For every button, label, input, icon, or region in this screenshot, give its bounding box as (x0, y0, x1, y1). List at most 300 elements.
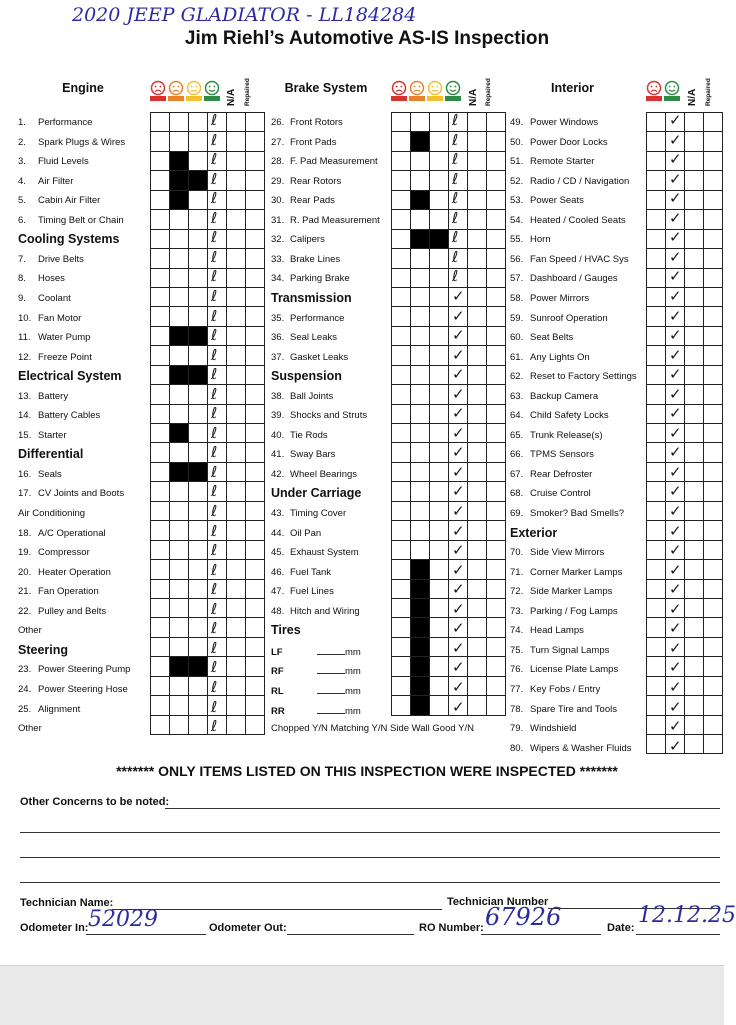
rating-cell[interactable] (647, 579, 666, 598)
rating-cell[interactable] (227, 482, 246, 501)
rating-cell[interactable] (392, 482, 411, 501)
rating-cell[interactable] (685, 715, 704, 734)
rating-cell[interactable] (647, 404, 666, 423)
rating-cell[interactable] (468, 598, 487, 617)
rating-cell[interactable] (704, 171, 723, 190)
rating-cell[interactable] (411, 210, 430, 229)
rating-cell[interactable] (246, 229, 265, 248)
rating-cell[interactable] (246, 598, 265, 617)
rating-cell[interactable] (647, 501, 666, 520)
rating-cell[interactable] (170, 462, 189, 481)
rating-cell[interactable] (487, 365, 506, 384)
rating-cell[interactable] (170, 268, 189, 287)
rating-cell[interactable] (151, 307, 170, 326)
tire-depth-field[interactable] (317, 704, 345, 714)
rating-cell[interactable] (170, 579, 189, 598)
rating-cell[interactable] (392, 676, 411, 695)
rating-cell[interactable] (411, 501, 430, 520)
rating-cell[interactable] (151, 696, 170, 715)
rating-cell[interactable] (685, 404, 704, 423)
rating-cell[interactable] (227, 113, 246, 132)
rating-cell[interactable] (246, 676, 265, 695)
rating-cell[interactable] (227, 346, 246, 365)
rating-cell[interactable] (170, 365, 189, 384)
rating-cell[interactable] (430, 579, 449, 598)
rating-cell[interactable] (392, 268, 411, 287)
rating-cell[interactable] (430, 657, 449, 676)
rating-cell[interactable] (468, 501, 487, 520)
rating-cell[interactable] (468, 424, 487, 443)
rating-cell[interactable] (430, 346, 449, 365)
rating-cell[interactable] (392, 462, 411, 481)
rating-cell[interactable] (487, 249, 506, 268)
rating-cell[interactable] (170, 326, 189, 345)
rating-cell[interactable] (392, 657, 411, 676)
rating-cell[interactable] (227, 579, 246, 598)
rating-cell[interactable] (430, 443, 449, 462)
rating-cell[interactable] (392, 696, 411, 715)
rating-cell[interactable] (170, 385, 189, 404)
rating-cell[interactable] (647, 637, 666, 656)
rating-cell[interactable] (189, 268, 208, 287)
rating-cell[interactable] (189, 326, 208, 345)
rating-cell[interactable] (468, 657, 487, 676)
rating-cell[interactable] (487, 190, 506, 209)
rating-cell[interactable] (430, 462, 449, 481)
rating-cell[interactable] (487, 579, 506, 598)
rating-cell[interactable] (227, 540, 246, 559)
rating-cell[interactable] (189, 210, 208, 229)
rating-cell[interactable] (411, 462, 430, 481)
rating-cell[interactable] (685, 637, 704, 656)
rating-cell[interactable] (685, 696, 704, 715)
rating-cell[interactable] (392, 618, 411, 637)
rating-cell[interactable] (392, 229, 411, 248)
rating-cell[interactable] (704, 579, 723, 598)
rating-cell[interactable] (647, 618, 666, 637)
rating-cell[interactable] (468, 482, 487, 501)
rating-cell[interactable] (685, 326, 704, 345)
rating-cell[interactable] (647, 598, 666, 617)
rating-cell[interactable] (468, 210, 487, 229)
rating-cell[interactable] (392, 171, 411, 190)
rating-cell[interactable] (487, 657, 506, 676)
rating-cell[interactable] (487, 171, 506, 190)
rating-cell[interactable] (685, 676, 704, 695)
rating-cell[interactable] (487, 287, 506, 306)
rating-cell[interactable] (392, 326, 411, 345)
rating-cell[interactable] (430, 171, 449, 190)
rating-cell[interactable] (246, 385, 265, 404)
concerns-line-1[interactable] (165, 808, 720, 809)
rating-cell[interactable] (487, 424, 506, 443)
rating-cell[interactable] (151, 326, 170, 345)
rating-cell[interactable] (246, 579, 265, 598)
rating-cell[interactable] (170, 482, 189, 501)
rating-cell[interactable] (430, 501, 449, 520)
rating-cell[interactable] (647, 676, 666, 695)
rating-cell[interactable] (151, 404, 170, 423)
rating-cell[interactable] (189, 443, 208, 462)
rating-cell[interactable] (685, 424, 704, 443)
rating-cell[interactable] (246, 326, 265, 345)
rating-cell[interactable] (430, 190, 449, 209)
rating-cell[interactable] (468, 132, 487, 151)
rating-cell[interactable] (189, 404, 208, 423)
rating-cell[interactable] (170, 424, 189, 443)
rating-cell[interactable] (411, 249, 430, 268)
rating-cell[interactable] (411, 268, 430, 287)
rating-cell[interactable] (227, 676, 246, 695)
rating-cell[interactable] (704, 210, 723, 229)
rating-cell[interactable] (227, 657, 246, 676)
rating-cell[interactable] (411, 365, 430, 384)
rating-cell[interactable] (151, 190, 170, 209)
rating-cell[interactable] (487, 268, 506, 287)
rating-cell[interactable] (227, 229, 246, 248)
rating-cell[interactable] (151, 443, 170, 462)
rating-cell[interactable] (151, 287, 170, 306)
rating-cell[interactable] (685, 268, 704, 287)
rating-cell[interactable] (704, 560, 723, 579)
rating-cell[interactable] (411, 346, 430, 365)
rating-cell[interactable] (685, 462, 704, 481)
rating-cell[interactable] (487, 385, 506, 404)
rating-cell[interactable] (411, 326, 430, 345)
rating-cell[interactable] (430, 132, 449, 151)
rating-cell[interactable] (189, 579, 208, 598)
rating-cell[interactable] (647, 521, 666, 540)
rating-cell[interactable] (647, 229, 666, 248)
rating-cell[interactable] (227, 521, 246, 540)
rating-cell[interactable] (685, 579, 704, 598)
tire-depth-field[interactable] (317, 664, 345, 674)
rating-cell[interactable] (468, 443, 487, 462)
rating-cell[interactable] (392, 385, 411, 404)
rating-cell[interactable] (189, 385, 208, 404)
rating-cell[interactable] (246, 462, 265, 481)
rating-cell[interactable] (392, 501, 411, 520)
rating-cell[interactable] (647, 210, 666, 229)
rating-cell[interactable] (151, 637, 170, 656)
rating-cell[interactable] (430, 229, 449, 248)
rating-cell[interactable] (227, 365, 246, 384)
rating-cell[interactable] (189, 346, 208, 365)
rating-cell[interactable] (487, 229, 506, 248)
rating-cell[interactable] (468, 462, 487, 481)
rating-cell[interactable] (227, 618, 246, 637)
rating-cell[interactable] (487, 210, 506, 229)
rating-cell[interactable] (227, 404, 246, 423)
rating-cell[interactable] (151, 618, 170, 637)
rating-cell[interactable] (170, 657, 189, 676)
rating-cell[interactable] (704, 113, 723, 132)
rating-cell[interactable] (392, 210, 411, 229)
rating-cell[interactable] (170, 132, 189, 151)
rating-cell[interactable] (227, 443, 246, 462)
rating-cell[interactable] (227, 385, 246, 404)
rating-cell[interactable] (430, 365, 449, 384)
rating-cell[interactable] (704, 326, 723, 345)
rating-cell[interactable] (227, 696, 246, 715)
rating-cell[interactable] (151, 385, 170, 404)
rating-cell[interactable] (685, 171, 704, 190)
rating-cell[interactable] (170, 618, 189, 637)
rating-cell[interactable] (685, 229, 704, 248)
rating-cell[interactable] (704, 462, 723, 481)
rating-cell[interactable] (704, 482, 723, 501)
rating-cell[interactable] (468, 113, 487, 132)
rating-cell[interactable] (411, 307, 430, 326)
rating-cell[interactable] (685, 287, 704, 306)
rating-cell[interactable] (170, 715, 189, 734)
rating-cell[interactable] (151, 346, 170, 365)
rating-cell[interactable] (704, 443, 723, 462)
rating-cell[interactable] (151, 229, 170, 248)
rating-cell[interactable] (151, 598, 170, 617)
rating-cell[interactable] (468, 365, 487, 384)
rating-cell[interactable] (246, 521, 265, 540)
rating-cell[interactable] (189, 618, 208, 637)
rating-cell[interactable] (170, 171, 189, 190)
rating-cell[interactable] (227, 210, 246, 229)
rating-cell[interactable] (487, 637, 506, 656)
rating-cell[interactable] (430, 307, 449, 326)
rating-cell[interactable] (468, 696, 487, 715)
rating-cell[interactable] (170, 501, 189, 520)
rating-cell[interactable] (487, 482, 506, 501)
rating-cell[interactable] (647, 171, 666, 190)
rating-cell[interactable] (647, 715, 666, 734)
rating-cell[interactable] (468, 385, 487, 404)
rating-cell[interactable] (647, 424, 666, 443)
rating-cell[interactable] (170, 151, 189, 170)
rating-cell[interactable] (487, 501, 506, 520)
rating-cell[interactable] (411, 190, 430, 209)
rating-cell[interactable] (685, 307, 704, 326)
rating-cell[interactable] (704, 268, 723, 287)
tire-depth-field[interactable] (317, 684, 345, 694)
rating-cell[interactable] (170, 676, 189, 695)
rating-cell[interactable] (704, 676, 723, 695)
rating-cell[interactable] (189, 560, 208, 579)
rating-cell[interactable] (685, 210, 704, 229)
rating-cell[interactable] (411, 424, 430, 443)
rating-cell[interactable] (189, 482, 208, 501)
rating-cell[interactable] (189, 171, 208, 190)
rating-cell[interactable] (151, 715, 170, 734)
rating-cell[interactable] (487, 113, 506, 132)
rating-cell[interactable] (468, 676, 487, 695)
rating-cell[interactable] (189, 657, 208, 676)
rating-cell[interactable] (487, 560, 506, 579)
rating-cell[interactable] (487, 346, 506, 365)
rating-cell[interactable] (430, 326, 449, 345)
rating-cell[interactable] (227, 171, 246, 190)
rating-cell[interactable] (246, 424, 265, 443)
rating-cell[interactable] (227, 151, 246, 170)
concerns-line-2[interactable] (20, 832, 720, 833)
rating-cell[interactable] (151, 171, 170, 190)
rating-cell[interactable] (392, 404, 411, 423)
rating-cell[interactable] (227, 715, 246, 734)
rating-cell[interactable] (411, 482, 430, 501)
rating-cell[interactable] (227, 287, 246, 306)
rating-cell[interactable] (411, 385, 430, 404)
rating-cell[interactable] (170, 696, 189, 715)
rating-cell[interactable] (704, 385, 723, 404)
rating-cell[interactable] (704, 151, 723, 170)
rating-cell[interactable] (411, 540, 430, 559)
rating-cell[interactable] (411, 560, 430, 579)
rating-cell[interactable] (411, 696, 430, 715)
rating-cell[interactable] (704, 598, 723, 617)
rating-cell[interactable] (170, 540, 189, 559)
rating-cell[interactable] (468, 540, 487, 559)
rating-cell[interactable] (189, 598, 208, 617)
rating-cell[interactable] (246, 540, 265, 559)
rating-cell[interactable] (246, 287, 265, 306)
concerns-line-3[interactable] (20, 857, 720, 858)
rating-cell[interactable] (430, 482, 449, 501)
rating-cell[interactable] (704, 229, 723, 248)
rating-cell[interactable] (411, 229, 430, 248)
rating-cell[interactable] (468, 560, 487, 579)
rating-cell[interactable] (151, 424, 170, 443)
rating-cell[interactable] (468, 249, 487, 268)
rating-cell[interactable] (246, 696, 265, 715)
rating-cell[interactable] (487, 404, 506, 423)
rating-cell[interactable] (170, 229, 189, 248)
rating-cell[interactable] (647, 540, 666, 559)
rating-cell[interactable] (704, 190, 723, 209)
date-field[interactable] (636, 934, 720, 935)
rating-cell[interactable] (246, 482, 265, 501)
rating-cell[interactable] (227, 307, 246, 326)
rating-cell[interactable] (430, 424, 449, 443)
rating-cell[interactable] (468, 268, 487, 287)
rating-cell[interactable] (189, 540, 208, 559)
tire-depth-field[interactable] (317, 645, 345, 655)
rating-cell[interactable] (170, 404, 189, 423)
rating-cell[interactable] (487, 618, 506, 637)
rating-cell[interactable] (468, 618, 487, 637)
rating-cell[interactable] (246, 346, 265, 365)
rating-cell[interactable] (189, 190, 208, 209)
rating-cell[interactable] (685, 346, 704, 365)
rating-cell[interactable] (227, 132, 246, 151)
rating-cell[interactable] (189, 365, 208, 384)
rating-cell[interactable] (411, 171, 430, 190)
rating-cell[interactable] (430, 151, 449, 170)
rating-cell[interactable] (392, 598, 411, 617)
rating-cell[interactable] (392, 637, 411, 656)
rating-cell[interactable] (647, 287, 666, 306)
rating-cell[interactable] (647, 443, 666, 462)
rating-cell[interactable] (647, 560, 666, 579)
rating-cell[interactable] (227, 326, 246, 345)
rating-cell[interactable] (411, 618, 430, 637)
rating-cell[interactable] (246, 404, 265, 423)
concerns-line-4[interactable] (20, 882, 720, 883)
rating-cell[interactable] (189, 151, 208, 170)
rating-cell[interactable] (647, 113, 666, 132)
rating-cell[interactable] (487, 540, 506, 559)
rating-cell[interactable] (170, 560, 189, 579)
rating-cell[interactable] (227, 268, 246, 287)
rating-cell[interactable] (189, 696, 208, 715)
rating-cell[interactable] (430, 287, 449, 306)
rating-cell[interactable] (170, 287, 189, 306)
rating-cell[interactable] (392, 365, 411, 384)
rating-cell[interactable] (392, 113, 411, 132)
rating-cell[interactable] (411, 287, 430, 306)
rating-cell[interactable] (685, 151, 704, 170)
rating-cell[interactable] (685, 113, 704, 132)
rating-cell[interactable] (411, 443, 430, 462)
rating-cell[interactable] (392, 521, 411, 540)
rating-cell[interactable] (151, 113, 170, 132)
rating-cell[interactable] (487, 443, 506, 462)
rating-cell[interactable] (189, 637, 208, 656)
rating-cell[interactable] (647, 385, 666, 404)
rating-cell[interactable] (246, 365, 265, 384)
ro-number-field[interactable] (481, 934, 601, 935)
rating-cell[interactable] (685, 598, 704, 617)
rating-cell[interactable] (685, 443, 704, 462)
rating-cell[interactable] (685, 521, 704, 540)
rating-cell[interactable] (170, 307, 189, 326)
rating-cell[interactable] (392, 424, 411, 443)
rating-cell[interactable] (170, 249, 189, 268)
rating-cell[interactable] (704, 715, 723, 734)
rating-cell[interactable] (246, 637, 265, 656)
rating-cell[interactable] (246, 151, 265, 170)
rating-cell[interactable] (227, 249, 246, 268)
rating-cell[interactable] (246, 307, 265, 326)
rating-cell[interactable] (430, 268, 449, 287)
rating-cell[interactable] (411, 676, 430, 695)
rating-cell[interactable] (189, 676, 208, 695)
rating-cell[interactable] (647, 696, 666, 715)
rating-cell[interactable] (430, 637, 449, 656)
rating-cell[interactable] (647, 249, 666, 268)
rating-cell[interactable] (392, 443, 411, 462)
rating-cell[interactable] (411, 151, 430, 170)
rating-cell[interactable] (704, 618, 723, 637)
rating-cell[interactable] (685, 618, 704, 637)
rating-cell[interactable] (487, 696, 506, 715)
rating-cell[interactable] (430, 598, 449, 617)
rating-cell[interactable] (647, 346, 666, 365)
rating-cell[interactable] (246, 249, 265, 268)
rating-cell[interactable] (151, 657, 170, 676)
rating-cell[interactable] (704, 696, 723, 715)
rating-cell[interactable] (704, 307, 723, 326)
rating-cell[interactable] (189, 229, 208, 248)
rating-cell[interactable] (704, 637, 723, 656)
rating-cell[interactable] (647, 190, 666, 209)
rating-cell[interactable] (392, 346, 411, 365)
rating-cell[interactable] (392, 540, 411, 559)
rating-cell[interactable] (411, 637, 430, 656)
rating-cell[interactable] (468, 287, 487, 306)
rating-cell[interactable] (170, 190, 189, 209)
rating-cell[interactable] (246, 560, 265, 579)
rating-cell[interactable] (151, 540, 170, 559)
rating-cell[interactable] (487, 676, 506, 695)
rating-cell[interactable] (487, 132, 506, 151)
